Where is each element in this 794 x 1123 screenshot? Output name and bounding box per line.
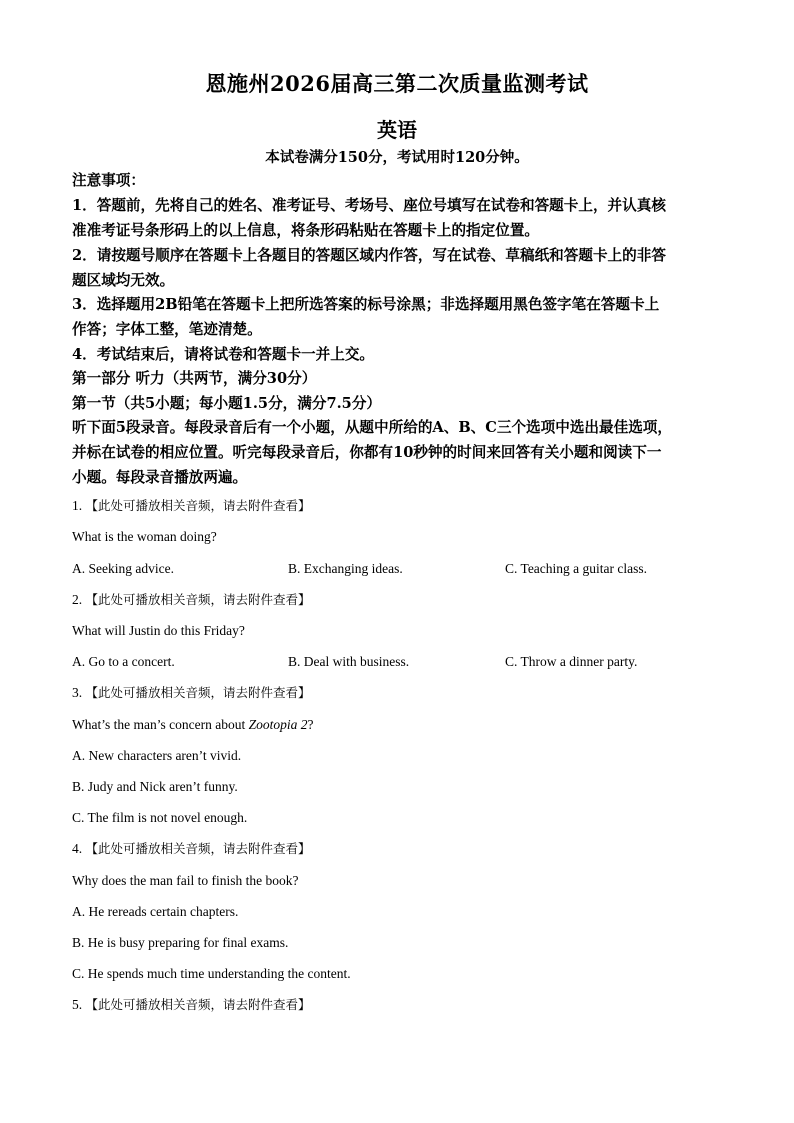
option-a[interactable]: A. Seeking advice. [72, 561, 174, 576]
instruction-line: 小题。每段录音播放两遍。 [72, 469, 248, 486]
section-heading: 第一节（共5小题；每小题1.5分，满分7.5分） [72, 395, 382, 412]
option-a[interactable]: A. New characters aren’t vivid. [72, 748, 242, 763]
notice-line: 作答；字体工整，笔迹清楚。 [72, 321, 262, 338]
option-b[interactable]: B. He is busy preparing for final exams. [72, 935, 289, 950]
option-c[interactable]: C. The film is not novel enough. [72, 810, 248, 825]
audio-note: 【此处可播放相关音频，请去附件查看】 [85, 997, 311, 1012]
question-number: 5. [72, 997, 83, 1012]
option-a[interactable]: A. He rereads certain chapters. [72, 904, 239, 919]
notice-line: 题区域均无效。 [72, 272, 175, 289]
question-number: 2. [72, 592, 83, 607]
question-3-audio[interactable] [72, 684, 311, 702]
option-b[interactable]: B. Exchanging ideas. [288, 561, 403, 576]
film-title: Zootopia 2 [248, 717, 308, 732]
notice-line: 4．考试结束后，请将试卷和答题卡一并上交。 [72, 346, 375, 363]
part-heading: 第一部分 听力（共两节，满分30分） [72, 370, 317, 387]
question-number: 3. [72, 685, 83, 700]
option-a[interactable]: A. Go to a concert. [72, 654, 175, 669]
option-b[interactable]: B. Deal with business. [288, 654, 410, 669]
exam-title: 恩施州2026届高三第二次质量监测考试 [205, 71, 589, 96]
question-number: 4. [72, 841, 83, 856]
audio-note: 【此处可播放相关音频，请去附件查看】 [85, 841, 311, 856]
question-3-text [72, 716, 313, 734]
notice-heading: 注意事项： [72, 172, 145, 189]
option-b[interactable]: B. Judy and Nick aren’t funny. [72, 779, 238, 794]
question-4-audio[interactable] [72, 840, 311, 858]
subject-title: 英语 [377, 118, 417, 142]
question-2-text: What will Justin do this Friday? [72, 623, 245, 638]
instruction-line: 听下面5段录音。每段录音后有一个小题，从题中所给的A、B、C三个选项中选出最佳选项， [72, 419, 672, 436]
notice-line: 准准考证号条形码上的以上信息，将条形码粘贴在答题卡上的指定位置。 [72, 222, 540, 239]
question-text-part: ? [307, 717, 314, 732]
question-number: 1. [72, 498, 83, 513]
question-text-part: What’s the man’s concern about [72, 717, 249, 732]
question-4-text: Why does the man fail to finish the book? [72, 873, 299, 888]
question-2-audio[interactable] [72, 591, 311, 609]
question-5-audio[interactable] [72, 996, 311, 1014]
audio-note: 【此处可播放相关音频，请去附件查看】 [85, 685, 311, 700]
option-c[interactable]: C. Teaching a guitar class. [505, 561, 648, 576]
notice-line: 2．请按题号顺序在答题卡上各题目的答题区域内作答，写在试卷、草稿纸和答题卡上的非答 [72, 247, 666, 264]
score-note: 本试卷满分150分，考试用时120分钟。 [265, 149, 529, 166]
option-c[interactable]: C. He spends much time understanding the content. [72, 966, 351, 981]
instruction-line: 并标在试卷的相应位置。听完每段录音后，你都有10秒钟的时间来回答有关小题和阅读下一 [72, 444, 662, 461]
question-1-audio[interactable] [72, 497, 311, 515]
audio-note: 【此处可播放相关音频，请去附件查看】 [85, 498, 311, 513]
notice-line: 1．答题前，先将自己的姓名、准考证号、考场号、座位号填写在试卷和答题卡上，并认真核 [72, 197, 666, 214]
notice-line: 3．选择题用2B铅笔在答题卡上把所选答案的标号涂黑；非选择题用黑色签字笔在答题卡上 [72, 296, 660, 313]
option-c[interactable]: C. Throw a dinner party. [505, 654, 638, 669]
question-1-text: What is the woman doing? [72, 529, 217, 544]
audio-note: 【此处可播放相关音频，请去附件查看】 [85, 592, 311, 607]
